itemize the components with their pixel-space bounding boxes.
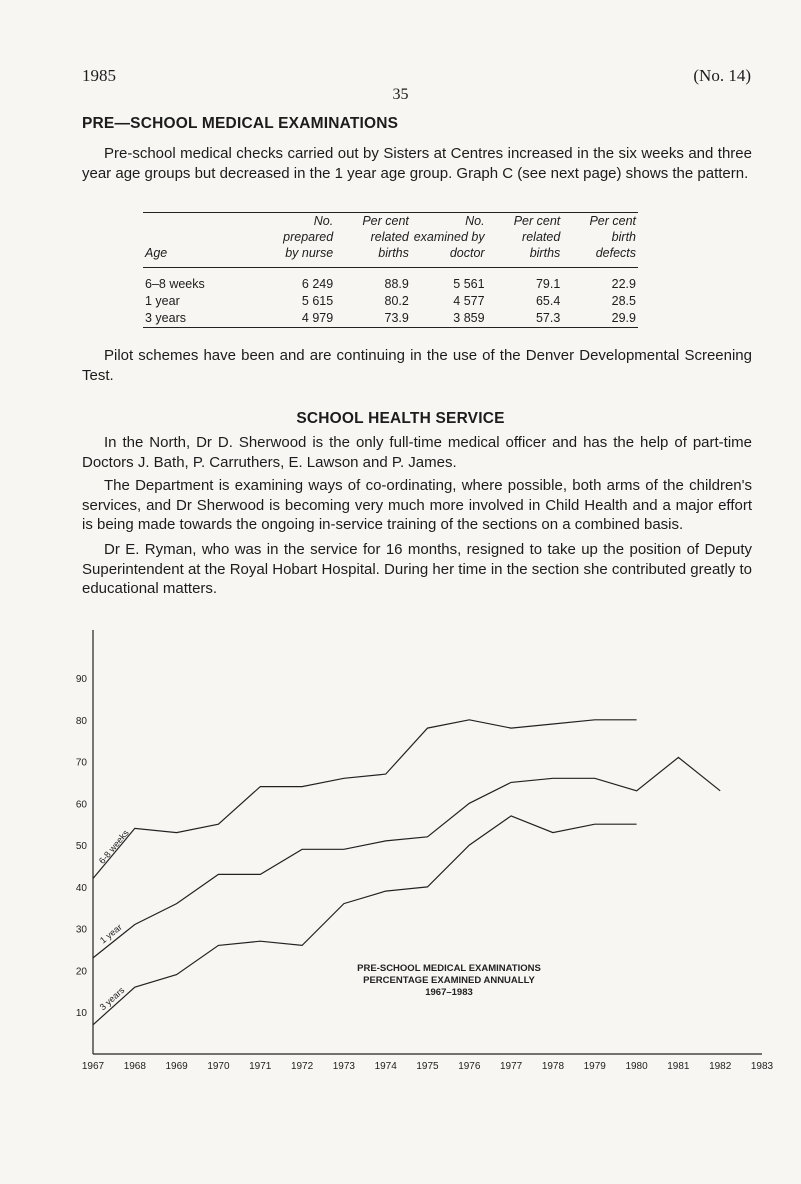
series-label-0: 6-8 weeks bbox=[96, 827, 131, 866]
x-tick-label: 1970 bbox=[207, 1061, 230, 1072]
x-tick-labels bbox=[82, 1061, 774, 1072]
y-tick-label: 80 bbox=[75, 715, 87, 727]
y-tick-label: 10 bbox=[75, 1008, 87, 1020]
section-heading-school-health: SCHOOL HEALTH SERVICE bbox=[296, 410, 505, 427]
y-tick-label: 60 bbox=[75, 799, 87, 811]
y-tick-label: 50 bbox=[75, 841, 87, 853]
series-line-0 bbox=[93, 720, 637, 879]
school-health-text-1: In the North, Dr D. Sherwood is the only full-time medical officer and has the help of part-time Doctors J. Bath, P. Carruthers, E. Lawson and P. James. bbox=[82, 434, 752, 471]
chart-subtitle: PERCENTAGE EXAMINED ANNUALLY bbox=[363, 975, 535, 986]
chart-period: 1967–1983 bbox=[425, 987, 473, 998]
y-tick-label: 40 bbox=[75, 882, 87, 894]
line-chart-svg bbox=[0, 630, 801, 1090]
cell-examined: 5 561 bbox=[453, 277, 485, 291]
x-tick-label: 1969 bbox=[165, 1061, 188, 1072]
x-tick-label: 1980 bbox=[625, 1061, 648, 1072]
y-tick-label: 70 bbox=[75, 757, 87, 769]
school-health-paragraph-3 bbox=[82, 540, 752, 599]
section-heading-preschool: PRE—SCHOOL MEDICAL EXAMINATIONS bbox=[82, 115, 399, 132]
chart-title: PRE-SCHOOL MEDICAL EXAMINATIONS bbox=[357, 963, 541, 974]
x-tick-label: 1981 bbox=[667, 1061, 690, 1072]
cell-pct: 79.1 bbox=[535, 277, 561, 291]
header-year: 1985 bbox=[82, 66, 116, 85]
table-header-row bbox=[143, 213, 638, 268]
school-health-text-3: Dr E. Ryman, who was in the service for 16 months, resigned to take up the position of Deputy Superintendent at the Royal Hobart Hospital. During her time in the section she contributed greatly to educational matters. bbox=[82, 541, 752, 597]
table-row bbox=[143, 268, 638, 294]
x-tick-label: 1971 bbox=[249, 1061, 272, 1072]
cell-age: 6–8 weeks bbox=[145, 277, 205, 291]
x-tick-label: 1982 bbox=[709, 1061, 732, 1072]
cell-prepared: 6 249 bbox=[301, 277, 334, 291]
cell-prepared: 5 615 bbox=[301, 294, 334, 308]
col-header-age: Age bbox=[145, 246, 168, 260]
y-tick-label: 20 bbox=[75, 966, 87, 978]
cell-pct: 73.9 bbox=[384, 311, 409, 325]
y-tick-labels bbox=[76, 674, 88, 1019]
y-tick-label: 30 bbox=[75, 924, 87, 936]
school-health-paragraph-1 bbox=[82, 433, 752, 472]
cell-pct: 65.4 bbox=[535, 294, 561, 308]
x-tick-label: 1972 bbox=[290, 1061, 314, 1072]
preschool-intro-text: Pre-school medical checks carried out by Sisters at Centres increased in the six weeks and three year age groups but decreased in the 1 year age group. Graph C (see next page) shows the pattern. bbox=[82, 145, 752, 182]
x-tick-label: 1974 bbox=[374, 1061, 397, 1072]
cell-examined: 3 859 bbox=[453, 311, 485, 325]
col-header-prepared-by-nurse: No. prepared by nurse bbox=[283, 214, 334, 260]
series-line-1 bbox=[93, 757, 720, 958]
chart-title-block bbox=[357, 963, 541, 998]
x-tick-label: 1976 bbox=[458, 1061, 481, 1072]
series-label-2: 3 years bbox=[97, 985, 127, 1013]
header-report-number: (No. 14) bbox=[693, 66, 751, 85]
table-row bbox=[143, 293, 638, 310]
cell-age: 1 year bbox=[145, 294, 180, 308]
x-tick-label: 1979 bbox=[583, 1061, 606, 1072]
col-header-pct-related-births-nurse: Per cent related births bbox=[362, 214, 409, 260]
cell-pct: 88.9 bbox=[384, 277, 409, 291]
pilot-schemes-text: Pilot schemes have been and are continuing in the use of the Denver Developmental Screening Test. bbox=[82, 347, 752, 384]
series-label-1: 1 year bbox=[98, 922, 124, 946]
y-tick-label: 90 bbox=[75, 674, 87, 685]
school-health-paragraph-2 bbox=[82, 476, 752, 535]
pilot-schemes-paragraph bbox=[82, 346, 752, 385]
cell-pct: 80.2 bbox=[384, 294, 409, 308]
cell-defects: 29.9 bbox=[611, 311, 636, 325]
cell-defects: 28.5 bbox=[611, 294, 636, 308]
x-tick-label: 1967 bbox=[81, 1061, 105, 1072]
x-tick-label: 1975 bbox=[416, 1061, 439, 1072]
col-header-pct-birth-defects: Per cent birth defects bbox=[589, 214, 636, 260]
col-header-examined-by-doctor: No. examined by doctor bbox=[413, 214, 485, 260]
table-row bbox=[143, 310, 638, 328]
x-tick-label: 1983 bbox=[750, 1061, 774, 1072]
school-health-text-2: The Department is examining ways of co-ordinating, where possible, both arms of the children's services, and Dr Sherwood is becoming very much more involved in Child Health and a major effort is being made towards the ongoing in-service training of the sections on a combined basis. bbox=[82, 477, 752, 533]
preschool-examinations-table bbox=[143, 212, 638, 328]
graph-c-chart bbox=[0, 630, 801, 1095]
cell-prepared: 4 979 bbox=[301, 311, 334, 325]
preschool-intro-paragraph bbox=[82, 144, 752, 183]
x-tick-label: 1968 bbox=[123, 1061, 146, 1072]
page-number: 35 bbox=[392, 86, 409, 103]
cell-examined: 4 577 bbox=[453, 294, 485, 308]
cell-pct: 57.3 bbox=[535, 311, 561, 325]
x-tick-label: 1977 bbox=[500, 1061, 523, 1072]
x-tick-label: 1973 bbox=[332, 1061, 355, 1072]
cell-age: 3 years bbox=[145, 311, 186, 325]
col-header-pct-related-births-doctor: Per cent related births bbox=[513, 214, 561, 260]
series-line-2 bbox=[93, 816, 637, 1025]
series-labels bbox=[97, 828, 131, 1013]
x-tick-label: 1978 bbox=[541, 1061, 565, 1072]
cell-defects: 22.9 bbox=[611, 277, 636, 291]
